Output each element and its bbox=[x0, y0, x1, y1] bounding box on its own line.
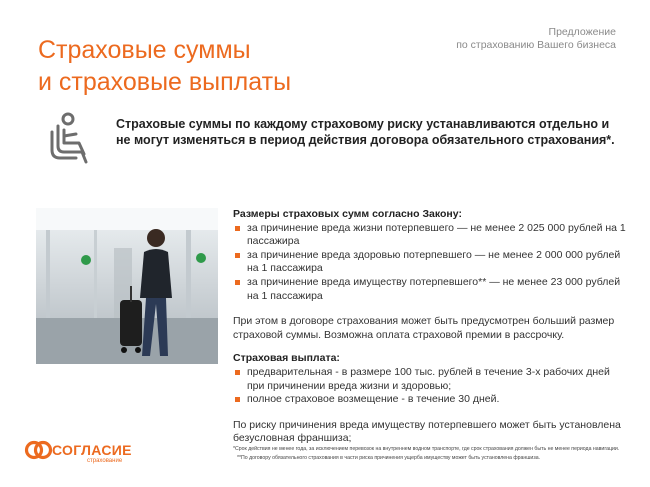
payout-section bbox=[233, 352, 628, 406]
list-item: за причинение вреда здоровью потерпевшего — не менее 2 000 000 рублей на 1 пассажира bbox=[233, 249, 628, 276]
header-line-1: Предложение bbox=[548, 26, 616, 38]
logo-name: СОГЛАСИЕ bbox=[52, 442, 132, 458]
footnotes bbox=[233, 446, 628, 462]
traveler-with-suitcase-photo bbox=[36, 208, 218, 364]
sums-list bbox=[233, 222, 628, 304]
footnote-2: **По договору обязательного страхования в части риска причинения ущерба имуществу может быть установлена франшиза. bbox=[237, 455, 541, 461]
page-title-line-1: Страховые суммы bbox=[38, 36, 251, 64]
header-line-2: по страхованию Вашего бизнеса bbox=[456, 39, 616, 51]
footnote-1: *Срок действия не менее года, за исключением перевозок на внутреннем водном транспорте, где срок страхования должен быть не менее периода навигации. bbox=[233, 446, 620, 452]
intro-text: Страховые суммы по каждому страховому риску устанавливаются отдельно и не могут изменяться в период действия договора обязательного страхования*. bbox=[116, 117, 615, 147]
payout-list bbox=[233, 366, 628, 407]
list-item: за причинение вреда имуществу потерпевшего** — не менее 23 000 рублей на 1 пассажира bbox=[233, 276, 628, 303]
payout-heading: Страховая выплата: bbox=[233, 352, 340, 365]
sums-note: При этом в договоре страхования может быть предусмотрен больший размер страховой суммы. Возможна оплата страховой премии в рассрочку. bbox=[233, 315, 615, 341]
sums-heading: Размеры страховых сумм согласно Закону: bbox=[233, 208, 462, 220]
payout-note: По риску причинения вреда имуществу потерпевшего может быть установлена безусловная франшиза; bbox=[233, 418, 621, 445]
logo-subtitle: страхование bbox=[87, 458, 123, 464]
header-subtitle bbox=[456, 26, 616, 52]
list-item: полное страховое возмещение - в течение 30 дней. bbox=[233, 393, 628, 407]
page-title-line-2: и страховые выплаты bbox=[38, 68, 292, 96]
list-item: предварительная - в размере 100 тыс. рублей в течение 3-х рабочих дней при причинении вреда жизни и здоровью; bbox=[233, 366, 628, 393]
page-title bbox=[38, 34, 291, 98]
content-block bbox=[233, 208, 628, 446]
passenger-seat-icon bbox=[46, 110, 102, 166]
list-item: за причинение вреда жизни потерпевшего — не менее 2 025 000 рублей на 1 пассажира bbox=[233, 222, 628, 249]
